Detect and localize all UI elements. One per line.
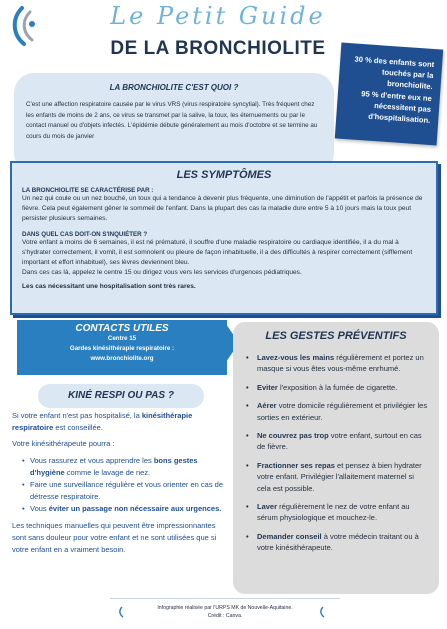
gestes-list-item	[243, 352, 429, 375]
stat-line-1: 30 % des enfants sont touchés par la bronchiolite.	[354, 54, 435, 92]
geste-1-text: régulièrement et portez un masque si vous êtes vous-même enrhumé.	[257, 353, 424, 374]
kine-section	[12, 384, 230, 604]
kine-list-item: • Faire une surveillance régulière et vous orienter en cas de détresse respiratoire.	[22, 479, 230, 503]
kine-b3-bold: éviter un passage non nécessaire aux urgences.	[48, 504, 222, 514]
symptoms-text-4: Les cas nécessitant une hospitalisation sont très rares.	[22, 283, 196, 291]
title-script: Le Petit Guide	[110, 2, 326, 30]
contact-gardes-label: Gardes kinésithérapie respiratoire :	[69, 344, 175, 352]
kine-b3-text: Vous	[30, 504, 49, 514]
gestes-list-item	[243, 501, 429, 524]
urps-small-logo-icon	[319, 606, 329, 618]
footer-divider	[110, 598, 340, 599]
footer-credit-1: Infographie réalisée par l'URPS MK de Nouvelle-Aquitaine.	[157, 605, 293, 611]
geste-5-bold: Fractionner ses repas	[257, 460, 335, 470]
symptoms-subheading-1: LA BRONCHIOLITE SE CARACTÉRISE PAR :	[22, 187, 154, 194]
kine-list	[12, 455, 230, 516]
geste-3-text: votre domicile régulièrement et privilégier les sorties en extérieur.	[257, 401, 428, 422]
contacts-panel	[17, 320, 227, 375]
kine-heading: KINÉ RESPI OU PAS ?	[38, 384, 204, 408]
geste-2-bold: Eviter	[257, 382, 278, 392]
kine-b1-bold: bons gestes d'hygiène	[30, 455, 198, 477]
contact-website-link[interactable]: www.bronchiolite.org	[90, 354, 154, 362]
kine-list-item	[22, 455, 230, 479]
intro-heading: LA BRONCHIOLITE C'EST QUOI ?	[109, 83, 239, 92]
geste-6-text: régulièrement le nez de votre enfant au sérum physiologique et mouchez-le.	[257, 502, 410, 523]
page-title: DE LA BRONCHIOLITE	[110, 38, 326, 59]
kine-paragraph-2: Votre kinésithérapeute pourra :	[12, 439, 115, 449]
gestes-list-item	[243, 400, 429, 423]
kine-p1-bold: kinésithérapie respiratoire	[12, 411, 193, 433]
geste-4-text: votre enfant, surtout en cas de fièvre.	[257, 431, 422, 452]
gestes-panel	[233, 322, 439, 594]
intro-text: C'est une affection respiratoire causée par le virus VRS (virus respiratoire syncytial). Très fréquent chez les enfants de moins de 2 ans, ce virus se transmet par la salive, la toux, les éternuements ou par le contact manuel ou d'objets infectés. L'épidémie débute généralement au mois d'octobre et se termine au cours du mois de janvier	[26, 101, 318, 140]
footer-credit-2: Crédit : Canva.	[207, 613, 243, 619]
geste-2-text: l'exposition à la fumée de cigarette.	[277, 382, 398, 392]
symptoms-text-1: Un nez qui coule ou un nez bouché, un toux qui a tendance à devenir plus fréquente, une diminution de l'appétit et parfois la présence de fièvre. Cela peut également gêner le sommeil de l'enfant. Dans la plupart des cas la maladie dure entre 5 à 10 jours mais la toux peut persister plusieurs semaines.	[22, 195, 423, 223]
geste-3-bold: Aérer	[257, 401, 277, 411]
gestes-list-item	[243, 382, 429, 393]
kine-list-item	[22, 503, 230, 515]
gestes-heading: LES GESTES PRÉVENTIFS	[265, 330, 407, 342]
contacts-heading: CONTACTS UTILES	[75, 323, 169, 334]
geste-7-bold: Demander conseil	[257, 531, 322, 541]
geste-6-bold: Laver	[257, 502, 278, 512]
kine-paragraph-1	[12, 410, 230, 434]
footer	[110, 604, 340, 620]
kine-b1-end: comme le lavage de nez.	[64, 467, 151, 477]
symptoms-text-2: Votre enfant a moins de 6 semaines, il est né prématuré, il souffre d'une maladie respiratoire ou cardiaque identifiée, il a du mal à s'hydrater correctement, il vomit, il est somnolent ou pleure de façon inhabituelle, il a des difficultés à respirer correctement (sifflement important et effort inhabituel), ses lèvres deviennent bleu.	[22, 238, 413, 267]
kine-p1-end: est conseillée.	[53, 423, 103, 433]
urps-logo-icon	[8, 4, 52, 48]
symptoms-text-3: Dans ces cas là, appelez le centre 15 ou dirigez vous vers les services d'urgences pédiatriques.	[22, 269, 302, 277]
symptoms-panel	[10, 161, 438, 315]
symptoms-heading: LES SYMPTÔMES	[176, 169, 272, 181]
geste-5-text: et pensez à bien hydrater votre enfant. Privilégier l'allaitement maternel si cela est possible.	[257, 460, 422, 493]
geste-7-text: à votre médecin traitant ou à votre kinésithérapeute.	[257, 531, 419, 553]
stat-box	[335, 43, 443, 146]
symptoms-subheading-2: DANS QUEL CAS DOIT-ON S'INQUIÉTER ?	[22, 230, 148, 238]
stat-line-2: 95 % d'entre eux ne nécessitent pas d'hospitalisation.	[361, 89, 433, 125]
kine-p1-text: Si votre enfant n'est pas hospitalisé, la	[12, 411, 142, 420]
gestes-list-item	[243, 460, 429, 494]
gestes-list-item	[243, 430, 429, 453]
contact-centre-15: Centre 15	[107, 335, 137, 342]
intro-panel	[14, 73, 334, 173]
gestes-list	[243, 352, 429, 554]
gestes-list-item	[243, 531, 429, 554]
kine-paragraph-3: Les techniques manuelles qui peuvent être impressionnantes sont sans douleur pour votre enfant et ne sont utilisées que si votre enfant en a vraiment besoin.	[12, 520, 217, 555]
kine-b1-text: Vous rassurez et vous apprendre les	[30, 455, 154, 465]
kine-body	[12, 410, 230, 560]
geste-4-bold: Ne couvrez pas trop	[257, 431, 329, 441]
geste-1-bold: Lavez-vous les mains	[257, 353, 335, 362]
